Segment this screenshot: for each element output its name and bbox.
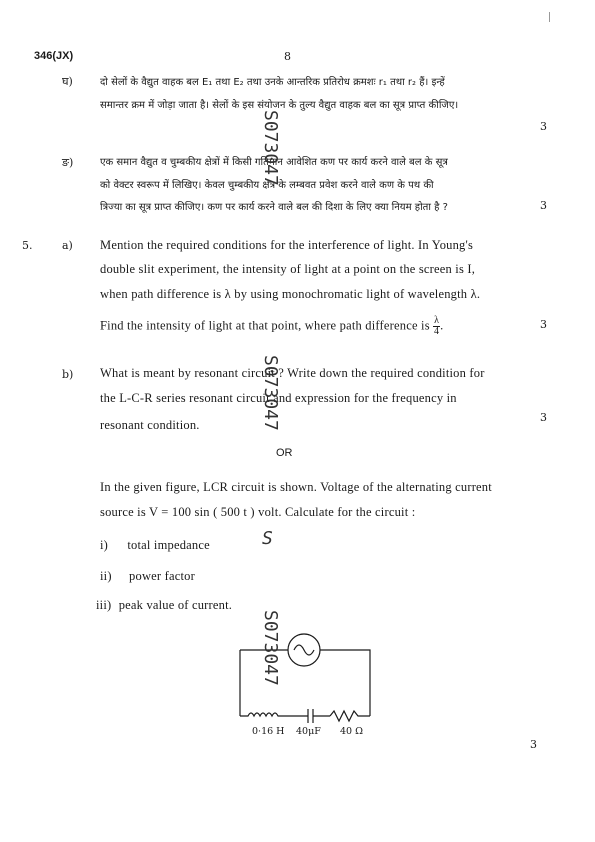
item-text: power factor: [129, 569, 195, 583]
q5-alt-line-2: source is V = 100 sin ( 500 t ) volt. Calculate for the circuit :: [100, 505, 416, 519]
q5a-line-4-text: Find the intensity of light at that point, where path difference is: [100, 318, 430, 333]
resistor-value: 40 Ω: [340, 726, 363, 737]
q4e-line-3: त्रिज्या का सूत्र प्राप्त कीजिए। कण पर कार्य करने वाले बल की दिशा के लिए क्या नियम होता है ?: [100, 202, 448, 213]
q4e-line-2: को वेक्टर स्वरूप में लिखिए। केवल चुम्बकीय क्षेत्र के लम्बवत प्रवेश करने वाले कण के पथ की: [100, 180, 434, 191]
q5-alt-marks: 3: [530, 738, 537, 751]
item-number: ii): [100, 569, 112, 583]
q5a-line-3: when path difference is λ by using monochromatic light of wavelength λ.: [100, 287, 481, 301]
q4d-line-2: समान्तर क्रम में जोड़ा जाता है। सेलों के इस संयोजन के तुल्य वैद्युत वाहक बल का सूत्र प्राप्त कीजिए।: [100, 100, 459, 111]
watermark-stamp: S073047: [260, 355, 281, 431]
or-separator: OR: [276, 447, 293, 459]
q5-alt-line-1: In the given figure, LCR circuit is shown. Voltage of the alternating current: [100, 480, 492, 494]
watermark-s: S: [262, 528, 273, 549]
q5b-line-1: What is meant by resonant circuit ? Write down the required condition for: [100, 366, 485, 380]
item-number: i): [100, 538, 109, 552]
item-number: iii): [96, 598, 112, 612]
lcr-circuit-diagram: [230, 620, 390, 740]
q4e-line-1: एक समान वैद्युत व चुम्बकीय क्षेत्रों में किसी गतिमान आवेशित कण पर कार्य करने वाले बल के सूत्र: [100, 157, 448, 168]
item-text: total impedance: [127, 538, 210, 552]
inductor-coil: [240, 713, 288, 716]
q4e-label: ङ): [62, 156, 74, 169]
list-item: [96, 598, 232, 613]
q5a-line-2: double slit experiment, the intensity of light at a point on the screen is I,: [100, 262, 476, 276]
capacitor-value: 40μF: [296, 726, 321, 737]
q5-number: 5.: [22, 239, 33, 252]
q5a-line-1: Mention the required conditions for the interference of light. In Young's: [100, 238, 474, 252]
q5a-marks: 3: [540, 318, 547, 331]
q4d-label: घ): [62, 75, 73, 88]
q5b-marks: 3: [540, 411, 547, 424]
q5b-label: b): [62, 368, 74, 381]
resistor-zigzag: [330, 711, 370, 721]
watermark-stamp: S073047: [260, 110, 281, 186]
q5b-line-2: the L-C-R series resonant circuit and expression for the frequency in: [100, 391, 457, 405]
q5a-line-4: Find the intensity of light at that point, where path difference is $\frac{\lambda}{4}$ .: [100, 315, 444, 337]
paper-code: 346(JX): [34, 50, 74, 62]
corner-mark: [549, 12, 550, 22]
frac-denominator: 4: [434, 326, 440, 337]
lambda-over-four: [433, 316, 440, 337]
ac-sine-wave: [294, 645, 314, 655]
list-item: [100, 569, 195, 584]
inductor-value: 0·16 H: [252, 726, 285, 737]
q4d-line-1: दो सेलों के वैद्युत वाहक बल E₁ तथा E₂ तथा उनके आन्तरिक प्रतिरोध क्रमशः r₁ तथा r₂ हैं। इन्हें: [100, 77, 445, 88]
q4d-marks: 3: [540, 120, 547, 133]
q5b-line-3: resonant condition.: [100, 418, 200, 432]
frac-numerator: λ: [434, 315, 440, 326]
watermark-stamp: S073047: [260, 610, 281, 686]
list-item: [100, 538, 210, 553]
page-number: 8: [284, 50, 291, 63]
q5a-label: a): [62, 239, 73, 252]
q4e-marks: 3: [540, 199, 547, 212]
item-text: peak value of current.: [118, 598, 233, 612]
circuit-wire: [320, 650, 370, 716]
